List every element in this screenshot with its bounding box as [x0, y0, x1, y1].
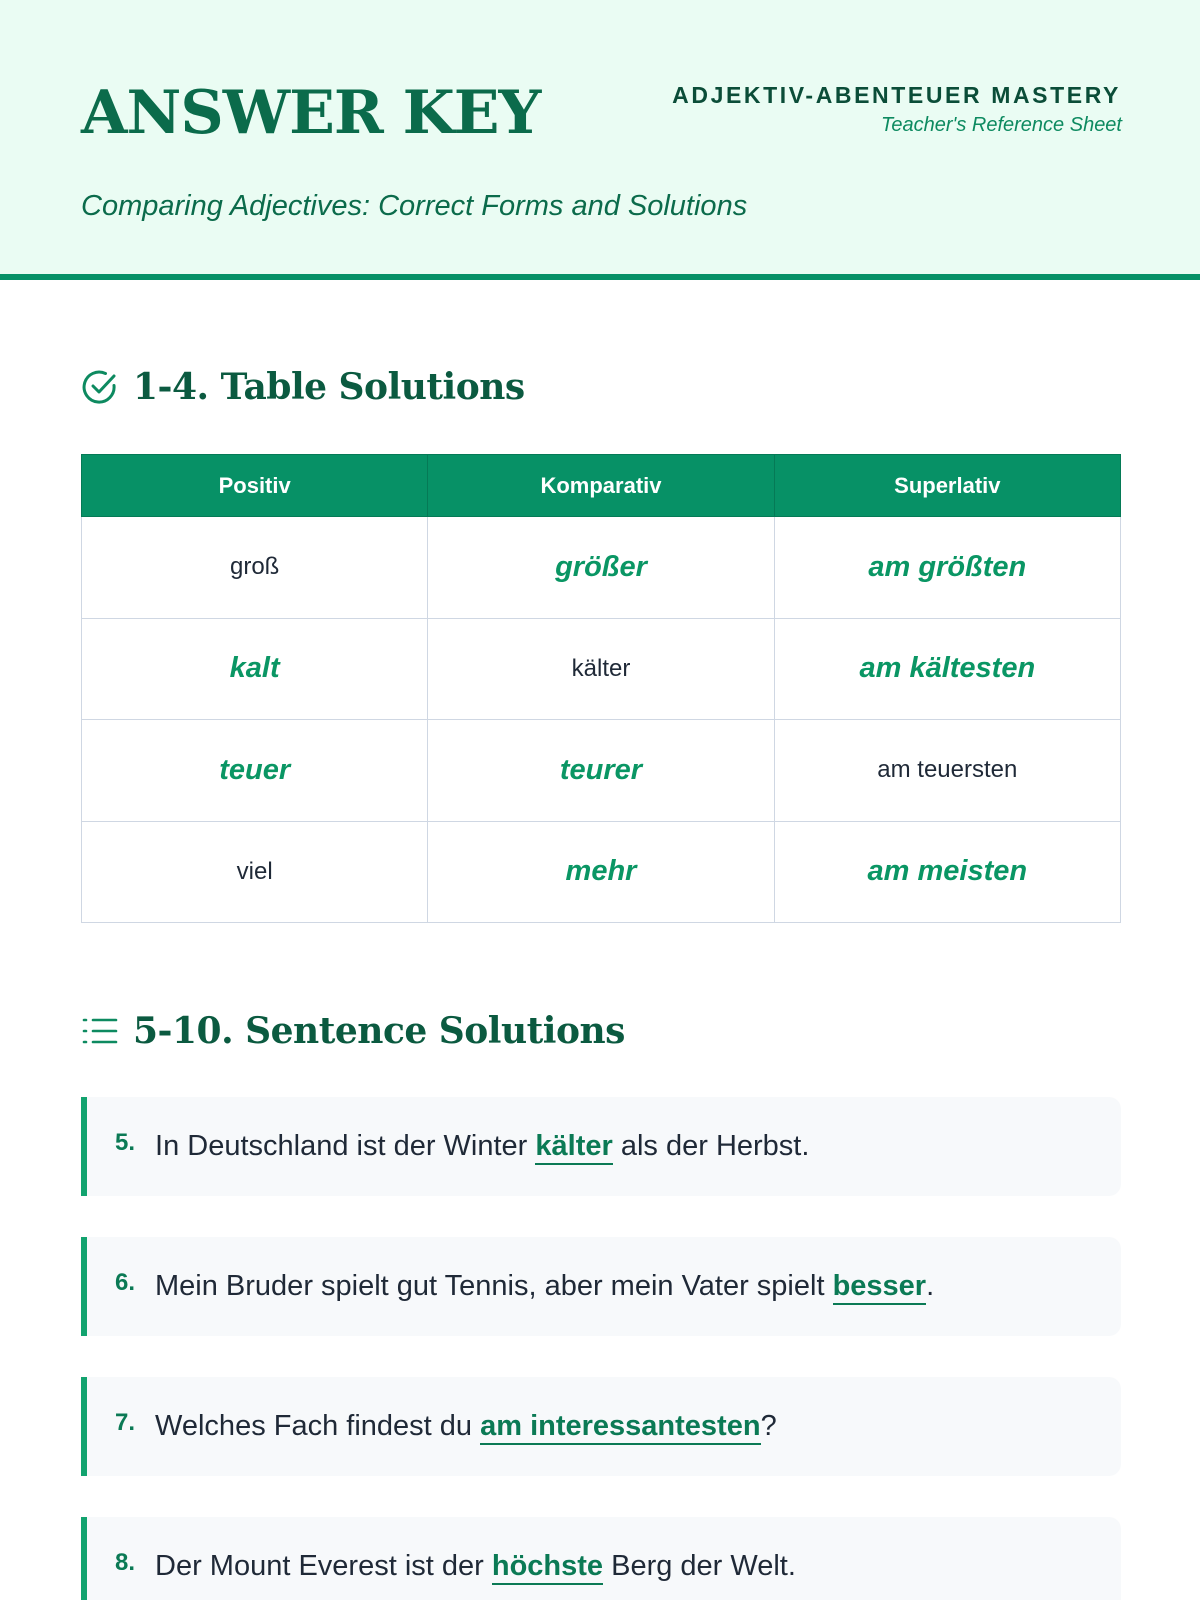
sentence-number: 8.	[115, 1548, 136, 1576]
table-cell: kalt	[82, 618, 428, 720]
sentence-number: 6.	[115, 1268, 136, 1296]
table-row	[82, 517, 1121, 619]
table-cell: groß	[82, 517, 428, 619]
table-cell: am kältesten	[774, 618, 1120, 720]
sentence-item	[81, 1517, 1121, 1600]
table-cell: am teuersten	[774, 720, 1120, 822]
table-header-row	[82, 455, 1121, 517]
table-row	[82, 720, 1121, 822]
column-header-komparativ: Komparativ	[428, 455, 774, 517]
table-cell: am größten	[774, 517, 1120, 619]
table-section-title: 1-4. Table Solutions	[133, 366, 525, 408]
page-header	[0, 0, 1200, 280]
sentence-section-title: 5-10. Sentence Solutions	[133, 1010, 625, 1052]
column-header-superlativ: Superlativ	[774, 455, 1120, 517]
sentence-before: Mein Bruder spielt gut Tennis, aber mein Vater spielt	[155, 1270, 833, 1302]
sentence-answer: besser	[833, 1270, 927, 1305]
sentence-before: Welches Fach findest du	[155, 1410, 481, 1442]
table-cell: kälter	[428, 618, 774, 720]
sentence-after: ?	[760, 1410, 777, 1442]
sentence-number: 5.	[115, 1128, 136, 1156]
sentence-answer: kälter	[535, 1130, 612, 1165]
table-cell: teuer	[82, 720, 428, 822]
page-subtitle: Comparing Adjectives: Correct Forms and Solutions	[81, 190, 748, 222]
sentence-item	[81, 1097, 1121, 1196]
table-row	[82, 618, 1121, 720]
sentence-text	[155, 1410, 777, 1443]
brand-subtitle: Teacher's Reference Sheet	[880, 114, 1122, 136]
sentence-section-heading	[81, 1010, 625, 1052]
sentence-before: Der Mount Everest ist der	[155, 1550, 492, 1582]
sentence-answer: am interessantesten	[480, 1410, 760, 1445]
sentence-text	[155, 1550, 796, 1583]
sentence-after: .	[926, 1270, 935, 1302]
sentence-text	[155, 1130, 809, 1163]
sentence-item	[81, 1377, 1121, 1476]
check-circle-icon	[81, 368, 119, 406]
sentence-before: In Deutschland ist der Winter	[155, 1130, 536, 1162]
column-header-positiv: Positiv	[82, 455, 428, 517]
table-cell: mehr	[428, 821, 774, 923]
table-row	[82, 821, 1121, 923]
page-title: ANSWER KEY	[81, 78, 541, 148]
table-cell: am meisten	[774, 821, 1120, 923]
sentence-after: als der Herbst.	[612, 1130, 810, 1162]
table-section-heading	[81, 366, 525, 408]
sentence-answer: höchste	[492, 1550, 603, 1585]
list-icon	[81, 1012, 119, 1050]
sentence-item	[81, 1237, 1121, 1336]
sentence-after: Berg der Welt.	[603, 1550, 796, 1582]
sentence-number: 7.	[115, 1408, 136, 1436]
table-cell: teurer	[428, 720, 774, 822]
sentence-text	[155, 1270, 934, 1303]
table-cell: größer	[428, 517, 774, 619]
adjective-forms-table	[81, 454, 1121, 923]
table-cell: viel	[82, 821, 428, 923]
brand-name: ADJEKTIV-ABENTEUER MASTERY	[672, 82, 1121, 108]
